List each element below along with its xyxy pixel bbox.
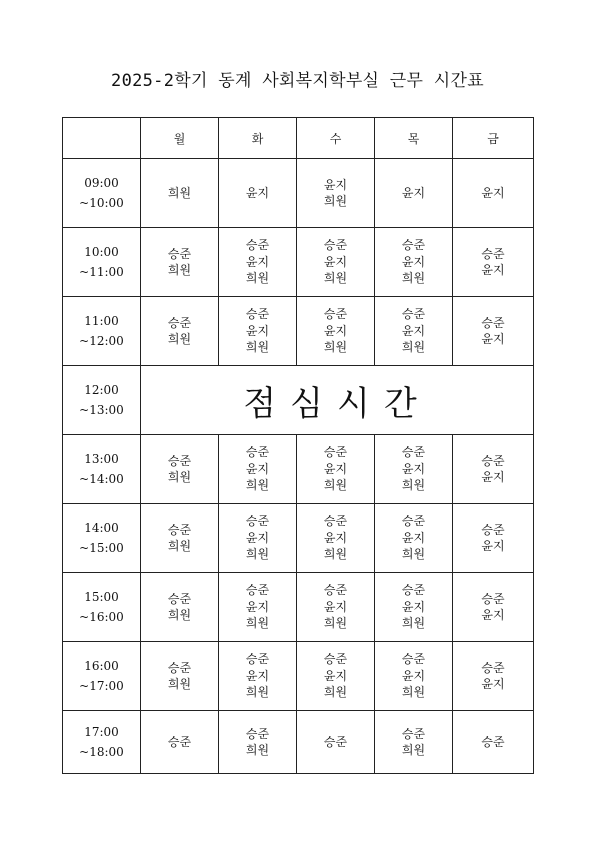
schedule-body: [63, 159, 534, 774]
staff-name: 윤지: [401, 599, 426, 614]
staff-name: 승준: [167, 453, 192, 468]
time-cell: [63, 297, 141, 366]
header-corner: [63, 118, 141, 159]
header-row: [63, 118, 534, 159]
staff-name: 윤지: [245, 599, 270, 614]
staff-name: 희원: [167, 539, 192, 553]
shift-cell: [141, 159, 219, 228]
shift-cell: [453, 711, 534, 774]
shift-cell: [297, 642, 375, 711]
staff-name: 승준: [401, 514, 426, 529]
staff-name: 윤지: [323, 254, 348, 269]
shift-cell: [219, 297, 297, 366]
time-end: ~16:00: [79, 610, 124, 624]
staff-name: 윤지: [245, 185, 270, 200]
time-end: ~15:00: [79, 541, 124, 555]
shift-cell: [375, 228, 453, 297]
time-end: ~11:00: [79, 265, 124, 279]
table-row: [63, 642, 534, 711]
staff-name: 윤지: [481, 332, 505, 346]
staff-name: 희원: [245, 616, 270, 631]
staff-name: 승준: [167, 315, 192, 330]
shift-cell: [141, 642, 219, 711]
staff-name: 희원: [401, 340, 426, 355]
staff-name: 희원: [323, 685, 348, 700]
shift-cell: [297, 159, 375, 228]
shift-cell: [375, 642, 453, 711]
table-row: [63, 297, 534, 366]
staff-name: 윤지: [481, 263, 505, 277]
staff-name: 윤지: [481, 608, 505, 622]
staff-name: 승준: [401, 238, 426, 253]
day-header: 목: [375, 118, 453, 159]
staff-name: 승준: [245, 514, 270, 529]
time-cell: [63, 642, 141, 711]
staff-name: 윤지: [401, 254, 426, 269]
staff-name: 승준: [323, 652, 348, 667]
shift-cell: [453, 159, 534, 228]
staff-name: 윤지: [323, 177, 348, 192]
staff-name: 승준: [481, 315, 505, 330]
staff-name: 윤지: [323, 530, 348, 545]
staff-name: 승준: [323, 583, 348, 598]
staff-name: 승준: [167, 246, 192, 261]
staff-name: 윤지: [245, 668, 270, 683]
shift-cell: [375, 297, 453, 366]
staff-name: 승준: [245, 726, 270, 741]
shift-cell: [297, 435, 375, 504]
staff-name: 희원: [245, 547, 270, 562]
shift-cell: [297, 711, 375, 774]
time-cell: [63, 711, 141, 774]
staff-name: 승준: [401, 307, 426, 322]
staff-name: 승준: [401, 652, 426, 667]
day-header: 화: [219, 118, 297, 159]
staff-name: 승준: [167, 734, 192, 749]
staff-name: 승준: [401, 726, 426, 741]
staff-name: 윤지: [481, 539, 505, 553]
staff-name: 희원: [323, 194, 348, 208]
staff-name: 승준: [323, 514, 348, 529]
staff-name: 승준: [245, 238, 270, 253]
staff-name: 윤지: [323, 599, 348, 614]
time-start: 09:00: [84, 176, 119, 190]
table-row: [63, 228, 534, 297]
staff-name: 승준: [167, 591, 192, 606]
staff-name: 희원: [245, 743, 270, 757]
shift-cell: [141, 297, 219, 366]
staff-name: 승준: [167, 522, 192, 537]
staff-name: 희원: [401, 616, 426, 631]
lunch-break-cell: 점심시간: [141, 366, 534, 435]
staff-name: 희원: [245, 685, 270, 700]
shift-cell: [297, 504, 375, 573]
staff-name: 윤지: [323, 323, 348, 338]
time-start: 12:00: [84, 383, 119, 397]
time-end: ~13:00: [79, 403, 124, 417]
time-start: 14:00: [84, 521, 119, 535]
shift-cell: [219, 228, 297, 297]
staff-name: 희원: [167, 677, 192, 691]
day-header: 수: [297, 118, 375, 159]
shift-cell: [219, 504, 297, 573]
staff-name: 승준: [401, 583, 426, 598]
shift-cell: [141, 435, 219, 504]
staff-name: 윤지: [401, 185, 426, 200]
shift-cell: [141, 228, 219, 297]
time-cell: [63, 435, 141, 504]
time-cell: [63, 366, 141, 435]
staff-name: 승준: [481, 591, 505, 606]
staff-name: 희원: [167, 608, 192, 622]
time-end: ~18:00: [79, 745, 124, 759]
shift-cell: [219, 711, 297, 774]
time-start: 15:00: [84, 590, 119, 604]
staff-name: 희원: [167, 332, 192, 346]
time-start: 17:00: [84, 725, 119, 739]
staff-name: 윤지: [401, 461, 426, 476]
staff-name: 윤지: [245, 530, 270, 545]
staff-name: 승준: [323, 238, 348, 253]
shift-cell: [453, 504, 534, 573]
staff-name: 승준: [323, 734, 348, 749]
time-start: 13:00: [84, 452, 119, 466]
page-title: 2025-2학기 동계 사회복지학부실 근무 시간표: [111, 71, 484, 91]
time-start: 16:00: [84, 659, 119, 673]
shift-cell: [219, 642, 297, 711]
staff-name: 희원: [401, 478, 426, 493]
shift-cell: [375, 504, 453, 573]
time-start: 10:00: [84, 245, 119, 259]
staff-name: 승준: [245, 652, 270, 667]
shift-cell: [297, 573, 375, 642]
staff-name: 윤지: [481, 470, 505, 484]
table-row: [63, 435, 534, 504]
staff-name: 희원: [167, 263, 192, 277]
staff-name: 희원: [401, 685, 426, 700]
time-cell: [63, 228, 141, 297]
shift-cell: [297, 297, 375, 366]
time-cell: [63, 504, 141, 573]
staff-name: 희원: [323, 547, 348, 562]
staff-name: 윤지: [401, 323, 426, 338]
staff-name: 윤지: [245, 323, 270, 338]
staff-name: 승준: [481, 660, 505, 675]
staff-name: 희원: [323, 340, 348, 355]
staff-name: 윤지: [245, 461, 270, 476]
staff-name: 희원: [401, 743, 426, 757]
table-row: [63, 504, 534, 573]
staff-name: 윤지: [323, 461, 348, 476]
staff-name: 윤지: [323, 668, 348, 683]
shift-cell: [219, 573, 297, 642]
shift-cell: [453, 573, 534, 642]
staff-name: 희원: [245, 271, 270, 286]
staff-name: 승준: [245, 307, 270, 322]
time-end: ~14:00: [79, 472, 124, 486]
shift-cell: [375, 711, 453, 774]
staff-name: 윤지: [245, 254, 270, 269]
time-end: ~10:00: [79, 196, 124, 210]
shift-cell: [375, 159, 453, 228]
staff-name: 윤지: [401, 668, 426, 683]
staff-name: 승준: [245, 445, 270, 460]
schedule-table: [62, 117, 534, 774]
staff-name: 승준: [245, 583, 270, 598]
staff-name: 희원: [323, 478, 348, 493]
staff-name: 윤지: [481, 185, 505, 200]
staff-name: 승준: [481, 246, 505, 261]
staff-name: 희원: [323, 616, 348, 631]
shift-cell: [141, 711, 219, 774]
staff-name: 윤지: [481, 677, 505, 691]
staff-name: 승준: [167, 660, 192, 675]
staff-name: 승준: [323, 307, 348, 322]
staff-name: 승준: [323, 445, 348, 460]
staff-name: 윤지: [401, 530, 426, 545]
staff-name: 희원: [401, 547, 426, 562]
table-row: [63, 366, 534, 435]
staff-name: 희원: [245, 478, 270, 493]
staff-name: 승준: [481, 734, 505, 749]
table-row: [63, 711, 534, 774]
shift-cell: [219, 435, 297, 504]
time-start: 11:00: [84, 314, 119, 328]
staff-name: 희원: [245, 340, 270, 355]
time-end: ~17:00: [79, 679, 124, 693]
shift-cell: [453, 435, 534, 504]
shift-cell: [141, 504, 219, 573]
staff-name: 희원: [167, 470, 192, 484]
day-header: 금: [453, 118, 534, 159]
shift-cell: [453, 297, 534, 366]
shift-cell: [375, 573, 453, 642]
time-cell: [63, 573, 141, 642]
shift-cell: [219, 159, 297, 228]
day-header: 월: [141, 118, 219, 159]
time-cell: [63, 159, 141, 228]
staff-name: 희원: [323, 271, 348, 286]
table-row: [63, 159, 534, 228]
shift-cell: [453, 228, 534, 297]
staff-name: 승준: [481, 522, 505, 537]
staff-name: 승준: [481, 453, 505, 468]
shift-cell: [375, 435, 453, 504]
shift-cell: [297, 228, 375, 297]
table-row: [63, 573, 534, 642]
shift-cell: [141, 573, 219, 642]
time-end: ~12:00: [79, 334, 124, 348]
shift-cell: [453, 642, 534, 711]
staff-name: 희원: [401, 271, 426, 286]
staff-name: 승준: [401, 445, 426, 460]
staff-name: 희원: [167, 185, 192, 200]
